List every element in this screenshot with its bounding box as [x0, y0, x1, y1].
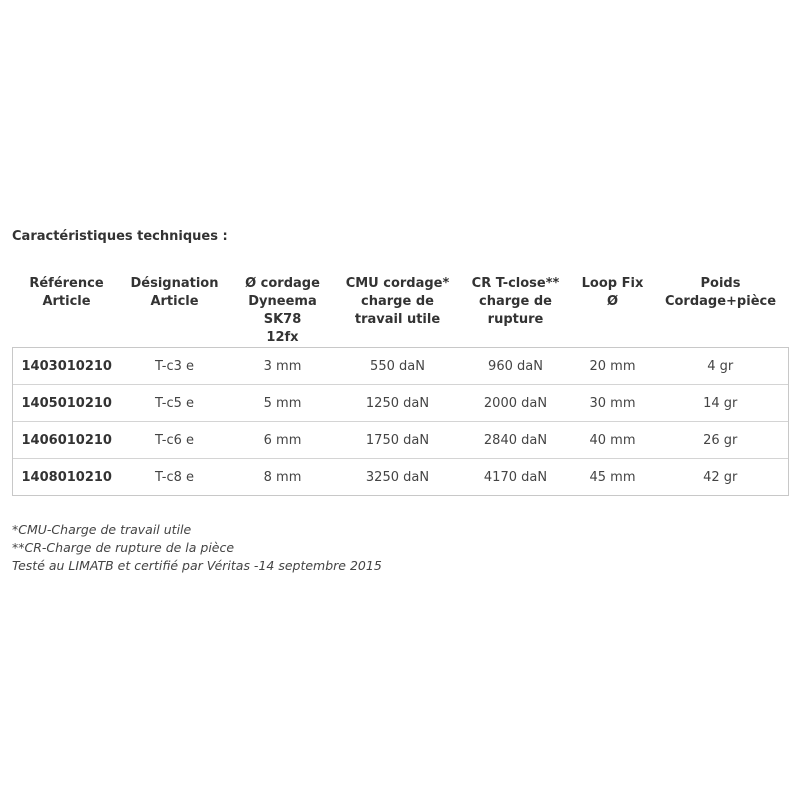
header-loop-fix: Loop Fix Ø — [581, 276, 644, 309]
footnote-certification: Testé au LIMATB et certifié par Véritas -14 septembre 2015 — [12, 558, 382, 573]
footnote-cr: **CR-Charge de rupture de la pièce — [12, 540, 235, 555]
table-row — [13, 422, 789, 459]
cell-rope-diameter: 3 mm — [229, 348, 337, 385]
table-header-row — [13, 268, 789, 348]
cell-breaking-load: 960 daN — [459, 348, 573, 385]
cell-weight: 14 gr — [653, 385, 789, 422]
header-rope-diameter: Ø cordage Dyneema SK78 12fx — [245, 276, 320, 345]
cell-reference: 1403010210 — [13, 348, 121, 385]
cell-rope-diameter: 6 mm — [229, 422, 337, 459]
table-row — [13, 385, 789, 422]
table-row — [13, 348, 789, 385]
cell-reference: 1408010210 — [13, 459, 121, 496]
cell-working-load: 3250 daN — [337, 459, 459, 496]
cell-loop-fix: 45 mm — [573, 459, 653, 496]
cell-loop-fix: 40 mm — [573, 422, 653, 459]
header-designation: Désignation Article — [130, 276, 219, 309]
cell-designation: T-c8 e — [121, 459, 229, 496]
cell-weight: 42 gr — [653, 459, 789, 496]
cell-working-load: 1750 daN — [337, 422, 459, 459]
cell-reference: 1406010210 — [13, 422, 121, 459]
cell-loop-fix: 30 mm — [573, 385, 653, 422]
cell-reference: 1405010210 — [13, 385, 121, 422]
header-reference: Référence Article — [29, 276, 104, 309]
cell-designation: T-c5 e — [121, 385, 229, 422]
cell-rope-diameter: 8 mm — [229, 459, 337, 496]
table-row — [13, 459, 789, 496]
cell-weight: 26 gr — [653, 422, 789, 459]
cell-loop-fix: 20 mm — [573, 348, 653, 385]
cell-breaking-load: 4170 daN — [459, 459, 573, 496]
footnote-cmu: *CMU-Charge de travail utile — [12, 522, 192, 537]
cell-weight: 4 gr — [653, 348, 789, 385]
specifications-table — [12, 268, 789, 496]
cell-breaking-load: 2840 daN — [459, 422, 573, 459]
cell-working-load: 1250 daN — [337, 385, 459, 422]
cell-designation: T-c6 e — [121, 422, 229, 459]
cell-working-load: 550 daN — [337, 348, 459, 385]
header-working-load: CMU cordage* charge de travail utile — [345, 276, 450, 327]
cell-designation: T-c3 e — [121, 348, 229, 385]
footnotes — [12, 521, 382, 575]
section-heading: Caractéristiques techniques : — [12, 229, 228, 244]
header-weight: Poids Cordage+pièce — [664, 276, 777, 309]
cell-rope-diameter: 5 mm — [229, 385, 337, 422]
cell-breaking-load: 2000 daN — [459, 385, 573, 422]
header-breaking-load: CR T-close** charge de rupture — [471, 276, 560, 327]
